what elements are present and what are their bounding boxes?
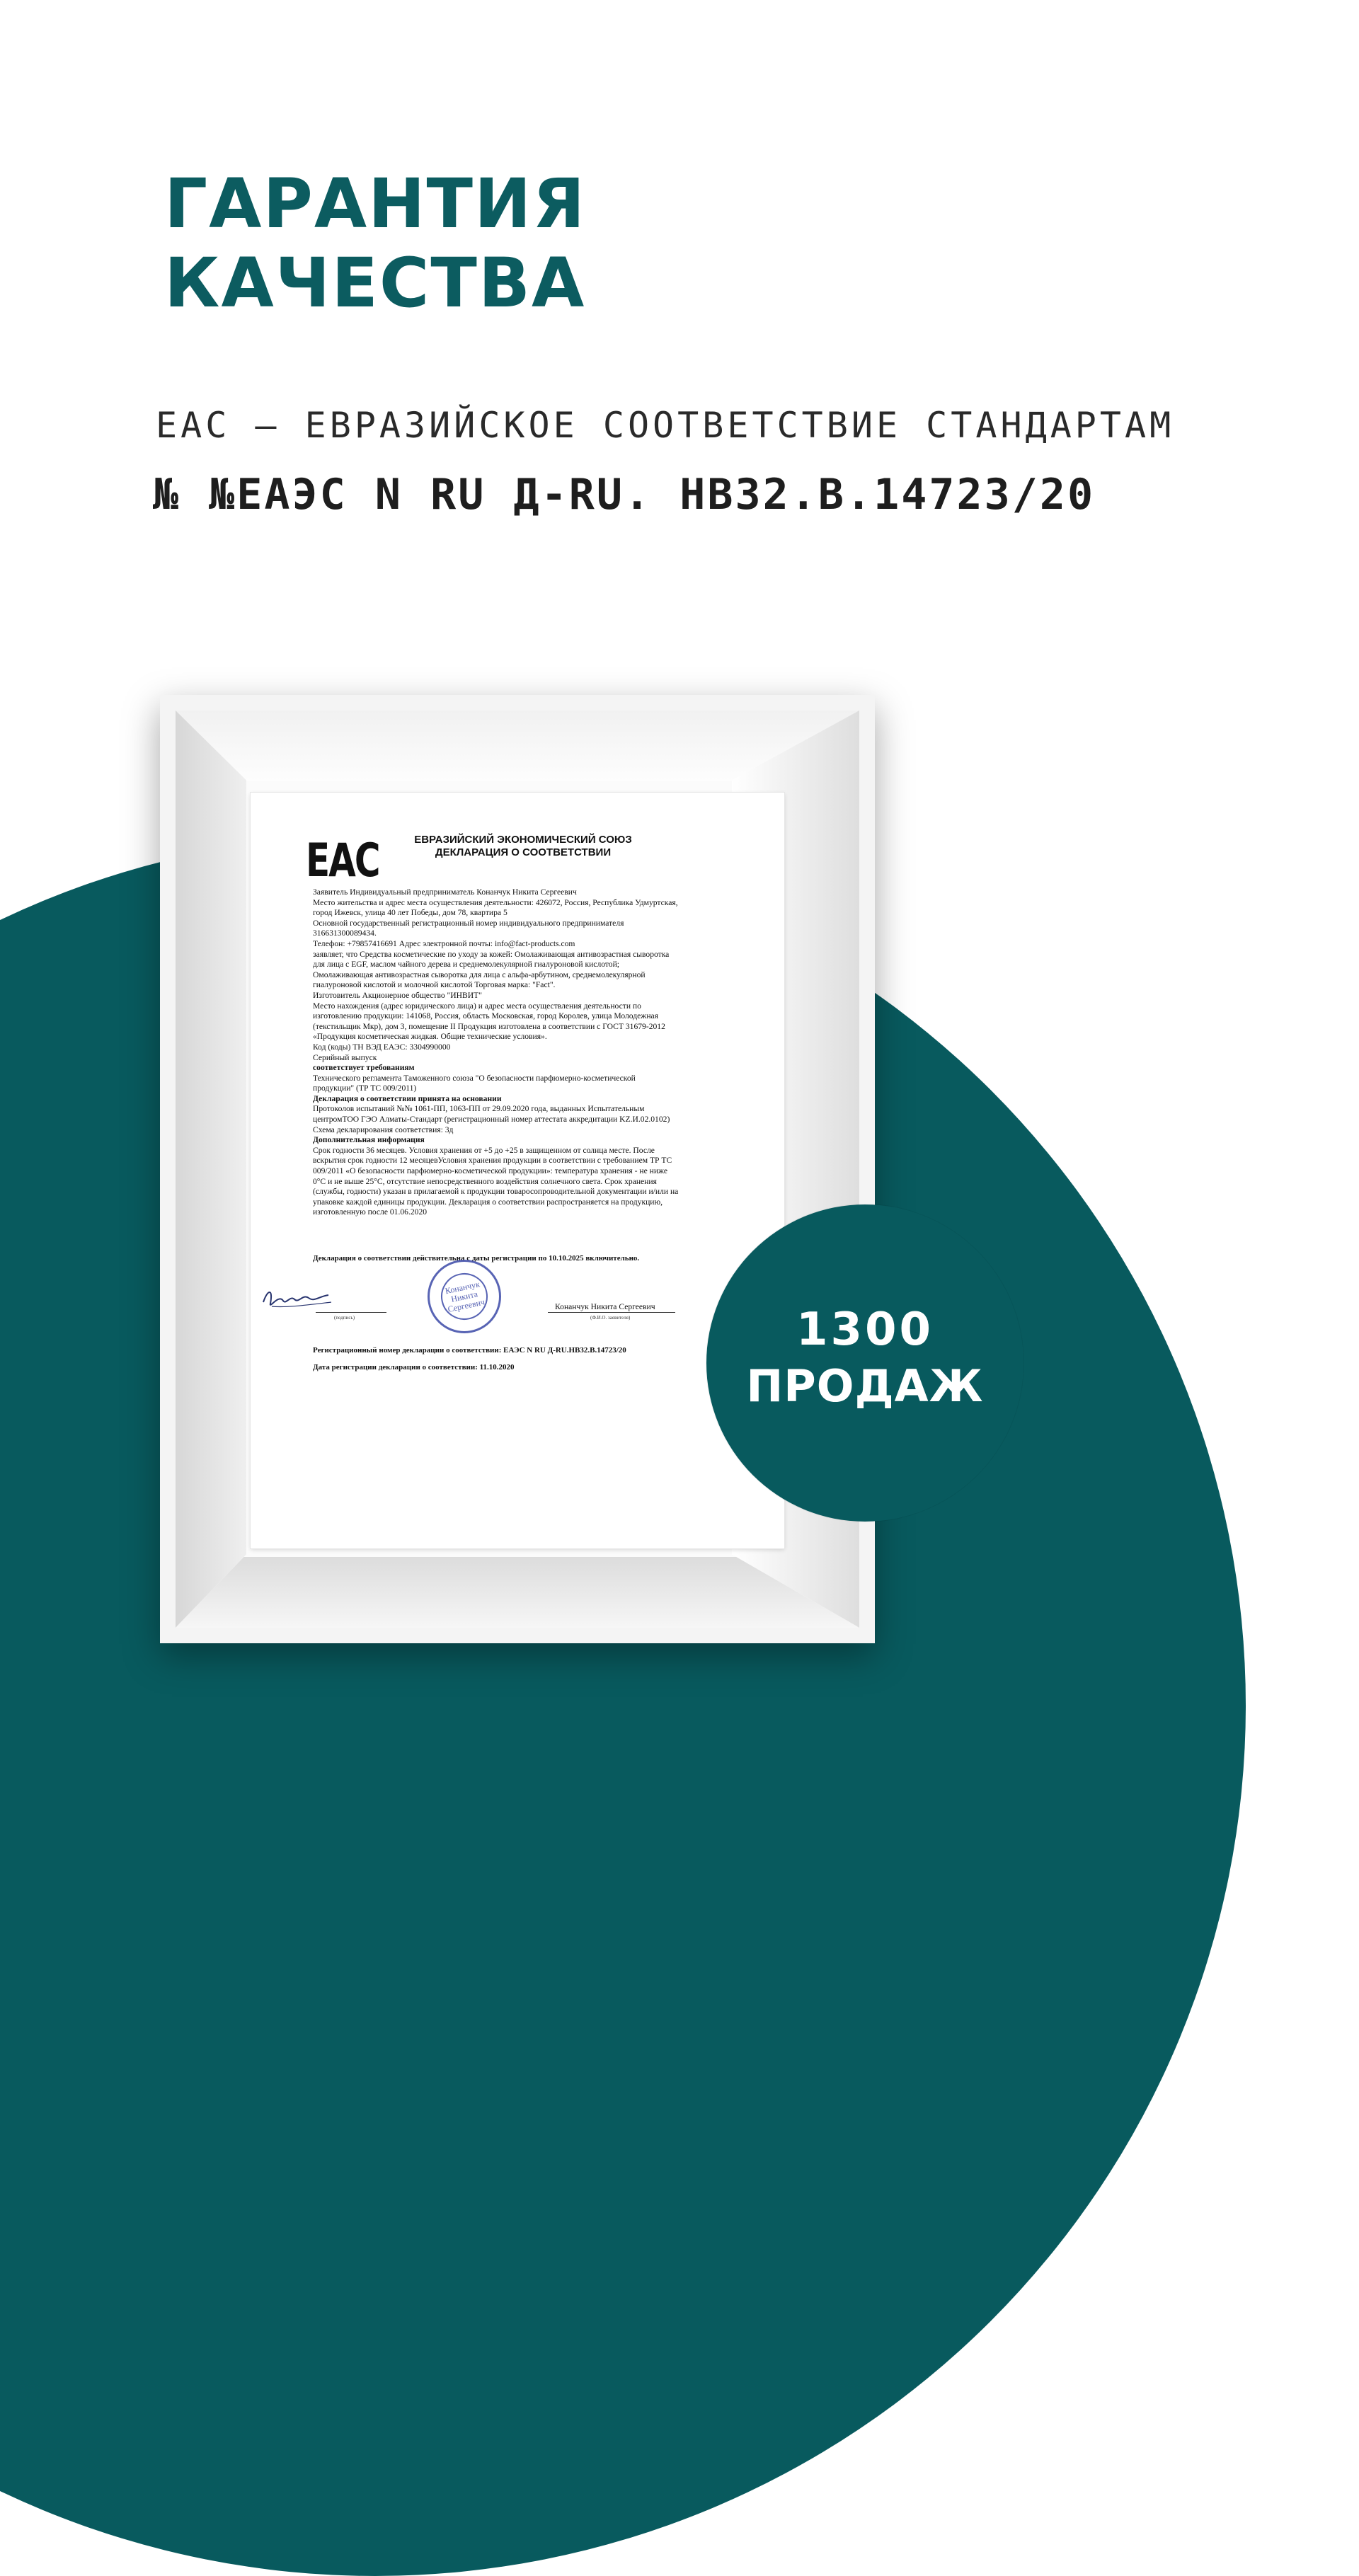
declaration-document [251, 793, 784, 1548]
page-title [164, 164, 586, 323]
reg-date-line: Дата регистрации декларации о соответствии: 11.10.2020 [313, 1363, 515, 1372]
document-line: упаковке каждой единицы продукции. Декларация о соответствии распространяется на продукцию, [313, 1197, 663, 1207]
document-line: вскрытия срок годности 12 месяцевУсловия хранения продукции в соответствии с требованием ТР ТС [313, 1156, 672, 1166]
document-line: Место нахождения (адрес юридического лица) и адрес места осуществления деятельности по [313, 1001, 641, 1011]
document-line: Омолаживающая антивозрастная сыворотка для лица с альфа-арбутином, среднемолекулярной [313, 970, 646, 979]
document-line: Срок годности 36 месяцев. Условия хранения от +5 до +25 в защищенном от солнца месте. После [313, 1145, 655, 1155]
signature-image [258, 1281, 336, 1316]
document-line: центромТОО ГЭО Алматы-Стандарт (регистрационный номер аттестата аккредитации KZ.И.02.0102) [313, 1115, 670, 1125]
registration-code: №ЕАЭС N RU Д-RU. НВ32.В.14723/20 [209, 470, 1096, 519]
signature-label: (подпись) [334, 1315, 355, 1321]
eac-subtitle: EAC – ЕВРАЗИЙСКОЕ СООТВЕТСТВИЕ СТАНДАРТАМ [156, 405, 1175, 446]
sales-count: 1300 [796, 1304, 934, 1356]
document-line: гиалуроновой кислотой и молочной кислотой Торговая марка: "Fact". [313, 980, 556, 990]
title-line-1: ГАРАНТИЯ [164, 164, 587, 243]
document-header [371, 834, 675, 859]
document-line: Схема декларирования соответствия: 3д [313, 1125, 454, 1134]
document-line: Изготовитель Акционерное общество "ИНВИТ" [313, 990, 482, 1000]
eac-logo: ЕАС [306, 834, 379, 887]
stamp-text: Конанчук Никита Сергеевич [444, 1278, 486, 1314]
document-body [313, 887, 752, 1218]
fio-label: (Ф.И.О. заявителя) [590, 1315, 631, 1321]
document-line: соответствует требованиям [313, 1063, 415, 1073]
document-line: Телефон: +79857416691 Адрес электронной почты: info@fact-products.com [313, 938, 575, 948]
seal-stamp [428, 1260, 501, 1333]
frame-bevel-left [176, 711, 246, 1628]
document-line: (текстильщик Мкр), дом 3, помещение II Продукция изготовлена в соответствии с ГОСТ 31679-2012 [313, 1021, 665, 1031]
document-line: Декларация о соответствии принята на основании [313, 1093, 502, 1103]
document-line: продукции" (ТР ТС 009/2011) [313, 1083, 417, 1093]
document-line: Основной государственный регистрационный номер индивидуального предпринимателя [313, 918, 624, 928]
validity-line: Декларация о соответствии действительна с даты регистрации по 10.10.2025 включительно. [313, 1254, 640, 1263]
document-line: 009/2011 «О безопасности парфюмерно-косметической продукции»: температура хранения - не ниже [313, 1166, 668, 1176]
document-line: для лица с EGF, маслом чайного дерева и среднемолекулярной гиалуроновой кислотой; [313, 960, 620, 970]
document-line: «Продукция косметическая жидкая. Общие технические условия». [313, 1032, 547, 1042]
document-line: Протоколов испытаний №№ 1061-ПП, 1063-ПП от 29.09.2020 года, выданных Испытательным [313, 1104, 645, 1114]
document-line: город Ижевск, улица 40 лет Победы, дом 78, квартира 5 [313, 908, 508, 918]
registration-number [153, 470, 1095, 519]
document-line: изготовлению продукции: 141068, Россия, область Московская, город Королев, улица Молодежная [313, 1011, 659, 1021]
document-line: Технического регламента Таможенного союза "О безопасности парфюмерно-косметической [313, 1073, 636, 1083]
number-sign: № [153, 470, 181, 519]
document-line: Серийный выпуск [313, 1052, 377, 1062]
header-union: ЕВРАЗИЙСКИЙ ЭКОНОМИЧЕСКИЙ СОЮЗ [414, 834, 632, 846]
sales-badge [706, 1204, 1023, 1522]
name-line [548, 1312, 675, 1313]
reg-number-line: Регистрационный номер декларации о соответствии: ЕАЭС N RU Д-RU.НВ32.В.14723/20 [313, 1346, 626, 1355]
document-line: заявляет, что Средства косметические по уходу за кожей: Омолаживающая антивозрастная сыворотка [313, 949, 670, 959]
title-line-2: КАЧЕСТВА [164, 243, 586, 323]
document-line: Код (коды) ТН ВЭД ЕАЭС: 3304990000 [313, 1042, 451, 1052]
header-declaration: ДЕКЛАРАЦИЯ О СООТВЕТСТВИИ [435, 846, 612, 858]
document-line: Место жительства и адрес места осуществления деятельности: 426072, Россия, Республика Удмуртская, [313, 897, 678, 907]
document-line: 0°С и не выше 25°С, отсутствие непосредственного воздействия солнечного света. Срок хранения [313, 1176, 657, 1186]
signature-line [316, 1312, 386, 1313]
document-line: Заявитель Индивидуальный предприниматель Конанчук Никита Сергеевич [313, 887, 577, 897]
document-line: (службы, годности) указан в прилагаемой к продукции товаросопроводительной документации и/или на [313, 1187, 679, 1197]
document-line: Дополнительная информация [313, 1135, 425, 1145]
document-line: 316631300089434. [313, 928, 377, 938]
sales-label: ПРОДАЖ [746, 1360, 984, 1412]
document-line: изготовленную после 01.06.2020 [313, 1207, 428, 1217]
stamp-center [437, 1269, 492, 1324]
signatory-name: Конанчук Никита Сергеевич [555, 1302, 655, 1311]
